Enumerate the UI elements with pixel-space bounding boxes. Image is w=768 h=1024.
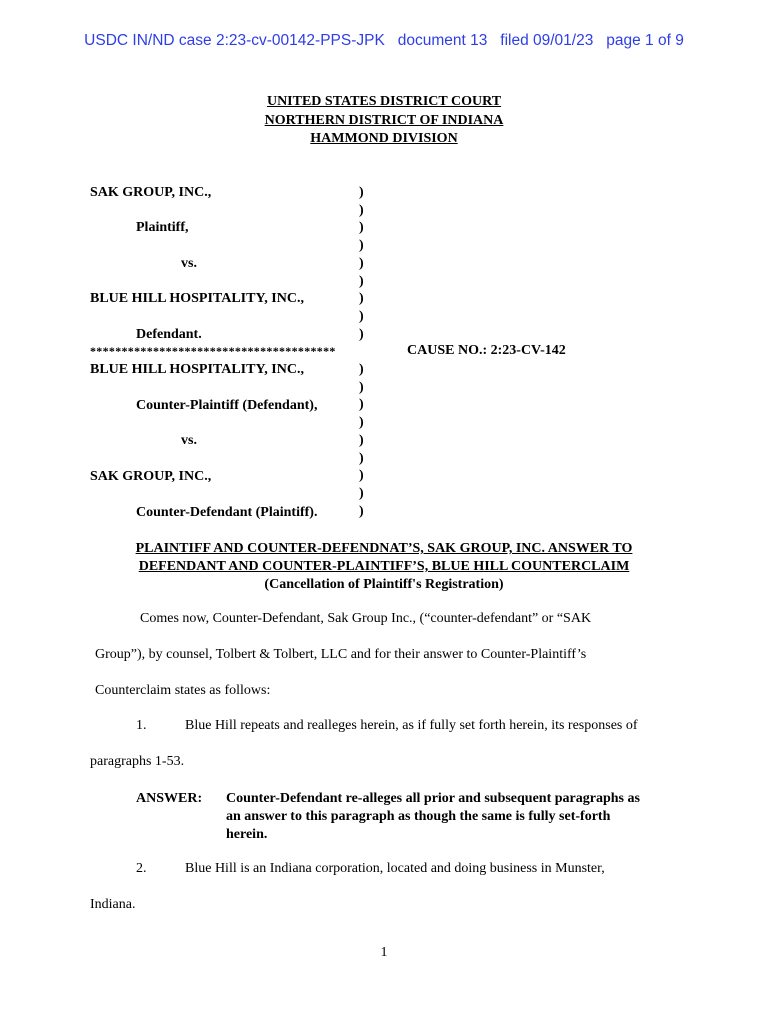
document-title [0, 540, 768, 594]
paragraph-2-line-1: Blue Hill is an Indiana corporation, located and doing business in Munster, [185, 861, 605, 876]
intro-line-1: Comes now, Counter-Defendant, Sak Group Inc., (“counter-defendant” or “SAK [140, 611, 592, 626]
title-line-1: PLAINTIFF AND COUNTER-DEFENDNAT’S, SAK GROUP, INC. ANSWER TO [135, 541, 633, 556]
caption-separator: *************************************** [90, 344, 336, 358]
paragraph-1-line-2: paragraphs 1-53. [90, 754, 185, 769]
caption-vs-counter: vs. [181, 433, 197, 448]
title-subtitle: (Cancellation of Plaintiff's Registration) [264, 577, 504, 592]
answer-1-line-2: an answer to this paragraph as though the same is fully set-forth [226, 809, 611, 824]
paragraph-2-line-2: Indiana. [90, 897, 136, 912]
answer-1-label: ANSWER: [136, 791, 203, 806]
page-number: 1 [380, 945, 388, 960]
district-name: NORTHERN DISTRICT OF INDIANA [264, 112, 504, 128]
caption-party-plaintiff: SAK GROUP, INC., [90, 185, 212, 200]
caption-role-plaintiff: Plaintiff, [136, 220, 189, 235]
paragraph-1-line-1: Blue Hill repeats and realleges herein, as if fully set forth herein, its responses of [185, 718, 638, 733]
caption-vs: vs. [181, 256, 197, 271]
intro-line-3: Counterclaim states as follows: [95, 683, 271, 698]
cause-number: CAUSE NO.: 2:23-CV-142 [407, 343, 566, 358]
caption-party-counter-plaintiff: BLUE HILL HOSPITALITY, INC., [90, 362, 304, 377]
paragraph-2-number: 2. [136, 861, 147, 876]
caption-role-counter-defendant: Counter-Defendant (Plaintiff). [136, 505, 318, 520]
answer-1-line-1: Counter-Defendant re-alleges all prior and subsequent paragraphs as [226, 791, 640, 806]
caption-parentheses-top: ) ) ) ) ) ) ) ) ) [359, 185, 364, 342]
caption-role-counter-plaintiff: Counter-Plaintiff (Defendant), [136, 398, 318, 413]
caption-party-defendant: BLUE HILL HOSPITALITY, INC., [90, 291, 304, 306]
answer-1-line-3: herein. [226, 827, 268, 842]
division-name: HAMMOND DIVISION [310, 131, 458, 146]
court-heading [0, 93, 768, 149]
title-line-2: DEFENDANT AND COUNTER-PLAINTIFF’S, BLUE HILL COUNTERCLAIM [138, 559, 630, 574]
paragraph-1-number: 1. [136, 718, 147, 733]
court-name: UNITED STATES DISTRICT COURT [266, 94, 502, 109]
intro-line-2: Group”), by counsel, Tolbert & Tolbert, LLC and for their answer to Counter-Plaintiff’s [95, 647, 587, 662]
caption-party-counter-defendant: SAK GROUP, INC., [90, 469, 212, 484]
caption-role-defendant: Defendant. [136, 327, 202, 342]
answer-1-text [226, 790, 640, 844]
caption-parentheses-bottom: ) ) ) ) ) ) ) ) ) [359, 362, 364, 519]
ecf-header: USDC IN/ND case 2:23-cv-00142-PPS-JPK document 13 filed 09/01/23 page 1 of 9 [84, 32, 684, 49]
